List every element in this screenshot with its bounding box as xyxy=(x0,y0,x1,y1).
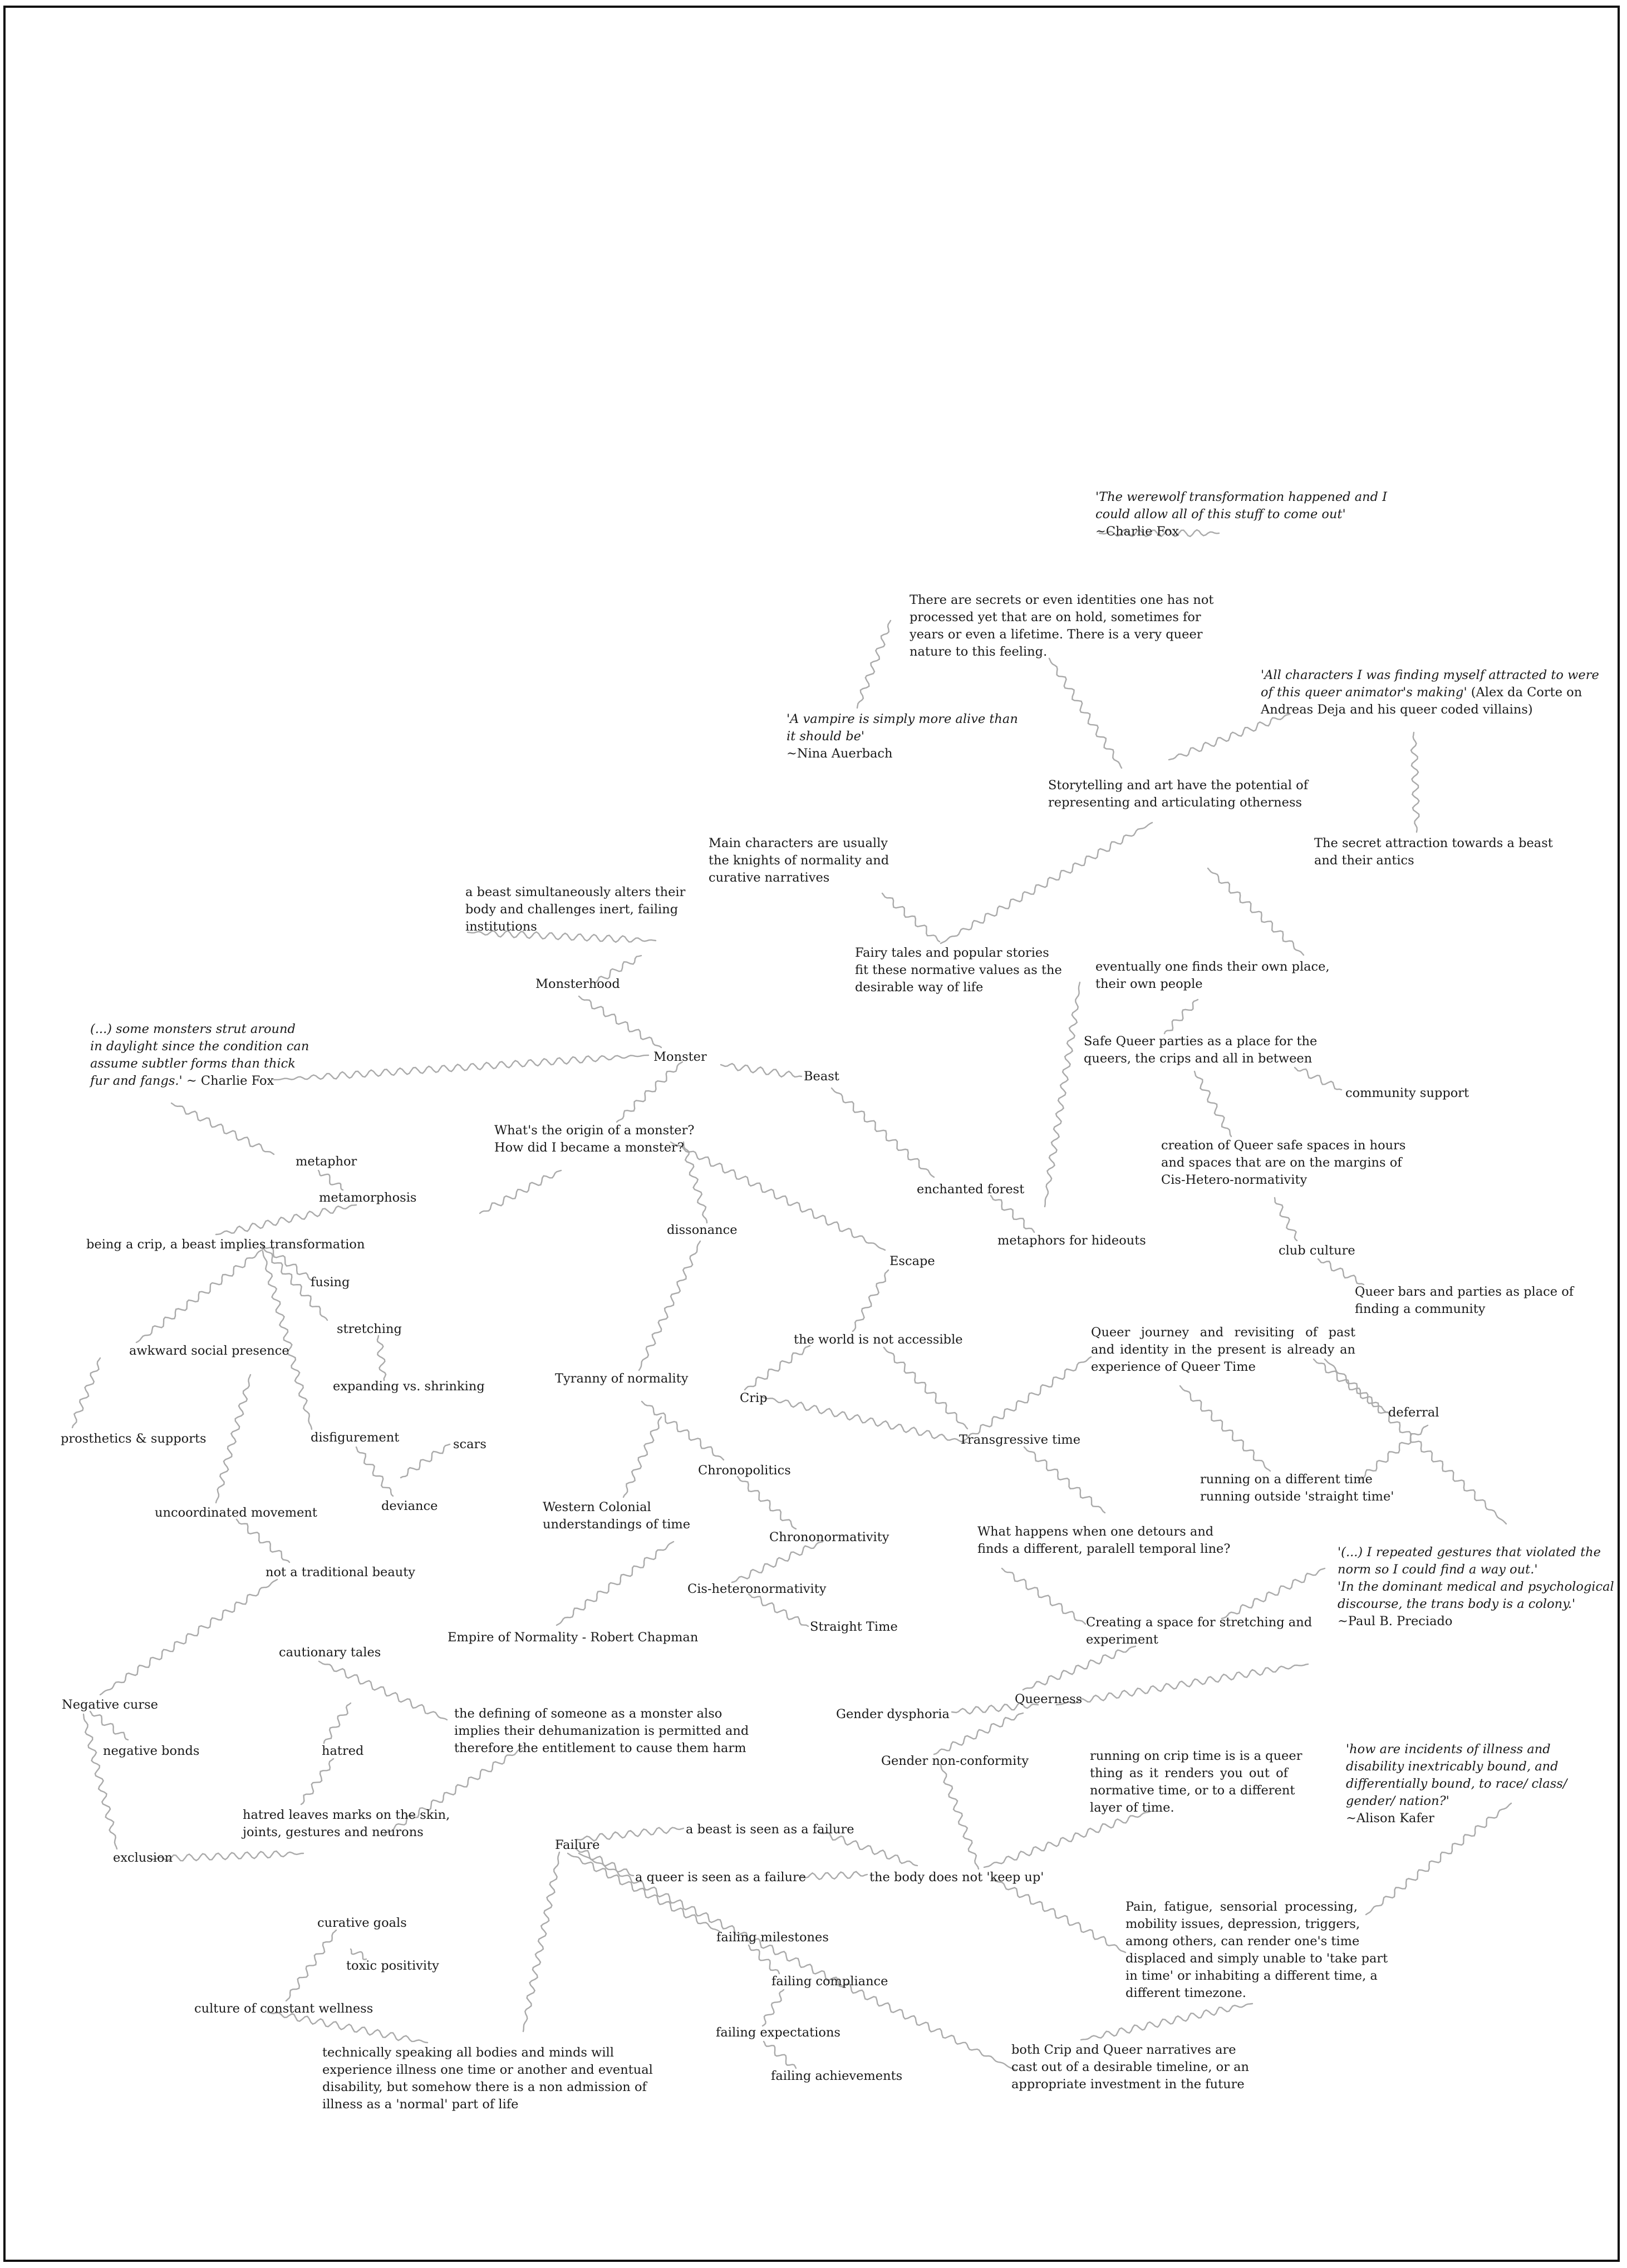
queer-bars-line-2: finding a community xyxy=(1355,1302,1486,1316)
secrets-line-4: nature to this feeling. xyxy=(910,645,1048,659)
kafer-quote-line-4: gender/ nation?' xyxy=(1346,1794,1449,1808)
not-traditional-beauty-node: not a traditional beauty xyxy=(266,1565,416,1580)
technically-line-3: disability, but somehow there is a non admission of xyxy=(322,2080,647,2094)
connector-line xyxy=(1056,1664,1308,1705)
pain-line-5: in time' or inhabiting a different time, a xyxy=(1125,1969,1378,1983)
technically-node xyxy=(322,2044,653,2113)
connector-line xyxy=(579,996,661,1047)
preciado-quote-line-3: 'In the dominant medical and psychological xyxy=(1338,1580,1614,1594)
both-crip-queer-line-3: appropriate investment in the future xyxy=(1011,2077,1245,2092)
connector-line xyxy=(401,1444,450,1478)
empire-node: Empire of Normality - Robert Chapman xyxy=(448,1630,699,1645)
origin-line-2: How did I became a monster? xyxy=(494,1140,684,1155)
secrets-line-1: There are secrets or even identities one has not xyxy=(910,593,1214,607)
connector-line xyxy=(1081,2004,1252,2040)
connector-line xyxy=(274,1055,648,1080)
secrets-node xyxy=(910,592,1214,661)
western-colonial-line-2: understandings of time xyxy=(543,1517,691,1532)
connector-line xyxy=(301,1759,333,1804)
kafer-quote-line-1: 'how are incidents of illness and xyxy=(1346,1742,1551,1757)
queer-journey-line-3: experience of Queer Time xyxy=(1091,1360,1256,1374)
fairy-tales-line-1: Fairy tales and popular stories xyxy=(855,946,1049,960)
connector-line xyxy=(171,1103,274,1154)
safe-spaces-line-3: Cis-Hetero-normativity xyxy=(1161,1173,1308,1187)
world-not-accessible-node: the world is not accessible xyxy=(794,1332,963,1347)
cis-heteronormativity-node: Cis-heteronormativity xyxy=(687,1582,827,1596)
chrononormativity-node: Chrononormativity xyxy=(769,1530,889,1544)
monsterhood-node: Monsterhood xyxy=(535,977,620,991)
enchanted-forest-node: enchanted forest xyxy=(917,1182,1025,1197)
crip-node: Crip xyxy=(740,1391,768,1405)
pain-line-3: among others, can render one's time xyxy=(1125,1934,1360,1949)
kafer-quote-line-2: disability inextricably bound, and xyxy=(1346,1759,1559,1774)
connector-line xyxy=(1275,1198,1297,1241)
connector-line xyxy=(1049,658,1122,768)
fusing-node: fusing xyxy=(311,1275,350,1290)
queer-journey-line-1: Queer journey and revisiting of past xyxy=(1091,1325,1355,1340)
connector-line xyxy=(749,1594,808,1626)
fairy-tales-line-3: desirable way of life xyxy=(855,980,984,995)
connector-line xyxy=(884,1347,967,1429)
kafer-quote-attribution: ~Alison Kafer xyxy=(1346,1811,1434,1826)
being-crip-node: being a crip, a beast implies transformation xyxy=(86,1237,365,1252)
failure-node: Failure xyxy=(555,1838,600,1852)
connector-line xyxy=(1169,714,1290,760)
metamorphosis-node: metamorphosis xyxy=(319,1190,417,1205)
monsters-quote-attribution: ~ Charlie Fox xyxy=(186,1074,274,1088)
connector-line xyxy=(568,1853,719,1931)
connector-line xyxy=(882,893,940,942)
connector-line xyxy=(802,1872,867,1880)
gender-nonconformity-node: Gender non-conformity xyxy=(881,1754,1029,1768)
characters-quote-line-2: of this queer animator's making' xyxy=(1261,685,1467,700)
secret-attraction-node xyxy=(1314,835,1553,869)
failing-compliance-node: failing compliance xyxy=(771,1974,888,1989)
beast-alters-line-3: institutions xyxy=(465,919,537,934)
negative-curse-node: Negative curse xyxy=(62,1698,158,1712)
disfigurement-node: disfigurement xyxy=(311,1430,400,1445)
secrets-line-2: processed yet that are on hold, sometimes for xyxy=(910,610,1201,624)
deferral-node: deferral xyxy=(1388,1405,1439,1420)
detours-line-2: finds a different, paralell temporal line? xyxy=(977,1542,1231,1556)
technically-line-2: experience illness one time or another and eventual xyxy=(322,2063,653,2077)
different-time-line-1: running on a different time xyxy=(1200,1472,1373,1487)
werewolf-quote-node xyxy=(1095,489,1387,540)
connector-line xyxy=(72,1358,100,1428)
connector-line xyxy=(745,1346,810,1390)
storytelling-line-1: Storytelling and art have the potential of xyxy=(1048,778,1309,793)
storytelling-node xyxy=(1048,777,1308,811)
connector-line xyxy=(617,1062,682,1122)
hatred-marks-line-2: joints, gestures and neurons xyxy=(243,1825,424,1839)
straight-time-node: Straight Time xyxy=(810,1620,898,1634)
metaphors-hideouts-node: metaphors for hideouts xyxy=(997,1233,1146,1248)
connector-line xyxy=(480,1170,561,1213)
connector-line xyxy=(1222,1568,1325,1618)
connector-line xyxy=(216,1205,356,1234)
exclusion-node: exclusion xyxy=(113,1851,173,1865)
connector-line xyxy=(623,1417,661,1497)
escape-node: Escape xyxy=(889,1254,935,1268)
vampire-quote-node xyxy=(787,711,1018,762)
queer-failure-node: a queer is seen as a failure xyxy=(635,1870,807,1885)
different-time-node xyxy=(1200,1471,1394,1506)
beast-node: Beast xyxy=(804,1069,839,1084)
preciado-quote-line-4: discourse, the trans body is a colony.' xyxy=(1338,1597,1576,1611)
connector-line xyxy=(523,1852,559,2031)
pain-line-6: different timezone. xyxy=(1125,1986,1246,2000)
main-characters-line-1: Main characters are usually xyxy=(709,836,888,850)
connector-line xyxy=(984,1812,1150,1867)
transgressive-time-node: Transgressive time xyxy=(959,1433,1081,1447)
expanding-node: expanding vs. shrinking xyxy=(333,1379,485,1394)
negative-bonds-node: negative bonds xyxy=(103,1744,200,1758)
safe-spaces-line-2: and spaces that are on the margins of xyxy=(1161,1155,1402,1170)
stretching-node: stretching xyxy=(337,1322,402,1336)
crip-time-node xyxy=(1090,1748,1302,1817)
constant-wellness-node: culture of constant wellness xyxy=(194,2001,373,2016)
queerness-node: Queerness xyxy=(1015,1692,1083,1706)
beast-alters-node xyxy=(465,884,685,936)
crip-time-line-2: thing as it renders you out of xyxy=(1090,1766,1288,1780)
deviance-node: deviance xyxy=(381,1499,438,1513)
safe-spaces-node xyxy=(1161,1137,1405,1189)
werewolf-quote-line-1: 'The werewolf transformation happened and I xyxy=(1095,490,1388,504)
monsters-quote-node xyxy=(90,1021,309,1090)
monster-node: Monster xyxy=(653,1050,707,1064)
both-crip-queer-node xyxy=(1011,2041,1249,2093)
defining-monster-line-3: therefore the entitlement to cause them harm xyxy=(454,1741,746,1755)
connector-line xyxy=(90,1711,128,1740)
scars-node: scars xyxy=(453,1437,486,1452)
main-characters-line-3: curative narratives xyxy=(709,870,830,885)
different-time-line-2: running outside 'straight time' xyxy=(1200,1489,1394,1504)
club-culture-node: club culture xyxy=(1279,1243,1355,1258)
preciado-quote-line-2: norm so I could find a way out.' xyxy=(1338,1562,1538,1577)
werewolf-quote-attribution: ~Charlie Fox xyxy=(1095,524,1179,539)
connector-line xyxy=(853,1270,888,1331)
toxic-positivity-node: toxic positivity xyxy=(346,1959,439,1973)
creating-space-node xyxy=(1086,1614,1312,1649)
storytelling-line-2: representing and articulating otherness xyxy=(1048,795,1302,810)
both-crip-queer-line-2: cast out of a desirable timeline, or an xyxy=(1011,2060,1250,2074)
safe-parties-node xyxy=(1084,1033,1317,1067)
connector-line xyxy=(732,1542,823,1582)
queer-bars-node xyxy=(1355,1283,1574,1318)
connector-line xyxy=(318,1170,343,1190)
connector-line xyxy=(832,1088,934,1177)
technically-line-4: illness as a 'normal' part of life xyxy=(322,2097,519,2112)
preciado-quote-attribution: ~Paul B. Preciado xyxy=(1338,1614,1453,1629)
connector-line xyxy=(1024,1447,1105,1513)
creating-space-line-2: experiment xyxy=(1086,1632,1158,1647)
dissonance-node: dissonance xyxy=(667,1223,738,1237)
connector-line xyxy=(761,1397,967,1443)
own-place-line-2: their own people xyxy=(1095,977,1203,991)
connector-line xyxy=(1045,982,1080,1207)
connector-line xyxy=(136,1249,263,1342)
connector-line xyxy=(216,1375,250,1503)
beast-alters-line-2: body and challenges inert, failing xyxy=(465,902,679,917)
community-support-node: community support xyxy=(1345,1086,1469,1100)
connector-line xyxy=(1208,868,1304,955)
creating-space-line-1: Creating a space for stretching and xyxy=(1086,1615,1313,1630)
connector-line xyxy=(1164,1000,1198,1034)
safe-spaces-line-1: creation of Queer safe spaces in hours xyxy=(1161,1138,1406,1153)
connector-line xyxy=(377,1336,386,1380)
hatred-marks-node xyxy=(243,1807,450,1841)
detours-node xyxy=(977,1523,1231,1558)
connector-line xyxy=(941,1764,979,1869)
failing-expectations-node: failing expectations xyxy=(716,2025,840,2040)
connector-line xyxy=(738,1477,796,1529)
kafer-quote-node xyxy=(1346,1741,1567,1827)
preciado-quote-node xyxy=(1338,1544,1614,1630)
failing-milestones-node: failing milestones xyxy=(716,1930,829,1945)
vampire-quote-line-1: 'A vampire is simply more alive than xyxy=(787,712,1018,726)
connector-line xyxy=(1411,732,1419,832)
cautionary-tales-node: cautionary tales xyxy=(279,1645,381,1660)
werewolf-quote-line-2: could allow all of this stuff to come out' xyxy=(1095,507,1346,522)
connector-line xyxy=(992,1878,1125,1952)
own-place-line-1: eventually one finds their own place, xyxy=(1095,960,1330,974)
vampire-quote-line-2: it should be' xyxy=(787,729,865,744)
western-colonial-line-1: Western Colonial xyxy=(543,1500,651,1514)
connector-line xyxy=(941,823,1152,943)
connector-line xyxy=(764,2041,796,2068)
uncoordinated-node: uncoordinated movement xyxy=(155,1506,317,1520)
connector-line xyxy=(763,1990,784,2026)
detours-line-1: What happens when one detours and xyxy=(977,1524,1214,1539)
vampire-quote-attribution: ~Nina Auerbach xyxy=(787,746,893,761)
main-characters-line-2: the knights of normality and xyxy=(709,853,889,868)
connector-line xyxy=(237,1519,289,1562)
prosthetics-node: prosthetics & supports xyxy=(61,1431,207,1446)
connector-line xyxy=(100,1580,277,1695)
origin-line-1: What's the origin of a monster? xyxy=(494,1123,695,1138)
beast-alters-line-1: a beast simultaneously alters their xyxy=(465,885,686,899)
tyranny-node: Tyranny of normality xyxy=(555,1371,689,1386)
awkward-node: awkward social presence xyxy=(129,1344,289,1358)
fairy-tales-node xyxy=(855,944,1062,996)
safe-parties-line-2: queers, the crips and all in between xyxy=(1084,1051,1313,1066)
crip-time-line-3: normative time, or to a different xyxy=(1090,1783,1295,1798)
monsters-quote-line-3: assume subtler forms than thick xyxy=(90,1056,296,1071)
beast-failure-node: a beast is seen as a failure xyxy=(686,1822,854,1837)
technically-line-1: technically speaking all bodies and minds will xyxy=(322,2045,614,2060)
connector-line xyxy=(324,1703,351,1743)
failing-achievements-node: failing achievements xyxy=(771,2069,903,2083)
connector-line xyxy=(962,1357,1091,1442)
connector-line xyxy=(639,1241,700,1370)
characters-quote-tail: (Alex da Corte on xyxy=(1471,685,1582,700)
body-keep-up-node: the body does not 'keep up' xyxy=(869,1870,1044,1885)
hatred-marks-line-1: hatred leaves marks on the skin, xyxy=(243,1808,450,1822)
connector-line xyxy=(1023,1646,1136,1690)
connector-line xyxy=(286,1930,336,2001)
defining-monster-node xyxy=(454,1705,749,1757)
queer-journey-line-2: and identity in the present is already an xyxy=(1091,1342,1355,1357)
connector-line xyxy=(1295,1067,1341,1090)
pain-line-1: Pain, fatigue, sensorial processing, xyxy=(1125,1900,1358,1914)
connector-line xyxy=(749,1945,779,1974)
connector-line xyxy=(1180,1386,1270,1471)
connector-line xyxy=(83,1714,117,1849)
connector-line xyxy=(1002,1568,1085,1624)
western-colonial-node xyxy=(543,1499,690,1533)
connector-line xyxy=(1318,1259,1364,1285)
preciado-quote-line-1: '(...) I repeated gestures that violated the xyxy=(1338,1545,1601,1559)
hatred-node: hatred xyxy=(322,1744,364,1758)
secret-attraction-line-1: The secret attraction towards a beast xyxy=(1314,836,1553,850)
kafer-quote-line-3: differentially bound, to race/ class/ xyxy=(1346,1777,1567,1791)
connector-line xyxy=(721,1064,802,1077)
monsters-quote-line-2: in daylight since the condition can xyxy=(90,1039,309,1054)
connector-line xyxy=(319,1661,447,1720)
secrets-line-3: years or even a lifetime. There is a very queer xyxy=(910,627,1203,642)
characters-quote-line-1: 'All characters I was finding myself attracted to were xyxy=(1261,668,1599,682)
connector-line xyxy=(991,1196,1034,1232)
metaphor-node: metaphor xyxy=(296,1154,357,1169)
crip-time-line-4: layer of time. xyxy=(1090,1800,1174,1815)
monsters-quote-line-4: fur and fangs.' xyxy=(90,1074,183,1088)
queer-bars-line-1: Queer bars and parties as place of xyxy=(1355,1285,1574,1299)
fairy-tales-line-2: fit these normative values as the xyxy=(855,963,1062,977)
connector-line xyxy=(1195,1071,1231,1137)
queer-journey-node xyxy=(1091,1324,1355,1376)
connector-line xyxy=(557,1542,674,1625)
characters-quote-node xyxy=(1261,667,1599,719)
main-characters-node xyxy=(709,835,888,887)
both-crip-queer-line-1: both Crip and Queer narratives are xyxy=(1011,2043,1236,2057)
defining-monster-line-2: implies their dehumanization is permitted and xyxy=(454,1724,749,1738)
defining-monster-line-1: the defining of someone as a monster also xyxy=(454,1706,722,1721)
safe-parties-line-1: Safe Queer parties as a place for the xyxy=(1084,1034,1318,1049)
crip-time-line-1: running on crip time is is a queer xyxy=(1090,1749,1302,1763)
secret-attraction-line-2: and their antics xyxy=(1314,853,1414,868)
curative-goals-node: curative goals xyxy=(317,1916,407,1930)
chronopolitics-node: Chronopolitics xyxy=(698,1463,791,1478)
connector-line xyxy=(263,1251,312,1429)
pain-node xyxy=(1125,1898,1388,2002)
pain-line-4: displaced and simply unable to 'take part xyxy=(1125,1951,1388,1966)
own-place-node xyxy=(1095,958,1330,993)
connector-line xyxy=(356,1447,393,1496)
gender-dysphoria-node: Gender dysphoria xyxy=(836,1707,950,1721)
pain-line-2: mobility issues, depression, triggers, xyxy=(1125,1917,1360,1931)
characters-quote-line-3: Andreas Deja and his queer coded villains) xyxy=(1261,702,1533,717)
monsters-quote-line-1: (...) some monsters strut around xyxy=(90,1022,296,1036)
connector-line xyxy=(857,621,891,708)
origin-node xyxy=(494,1122,694,1157)
